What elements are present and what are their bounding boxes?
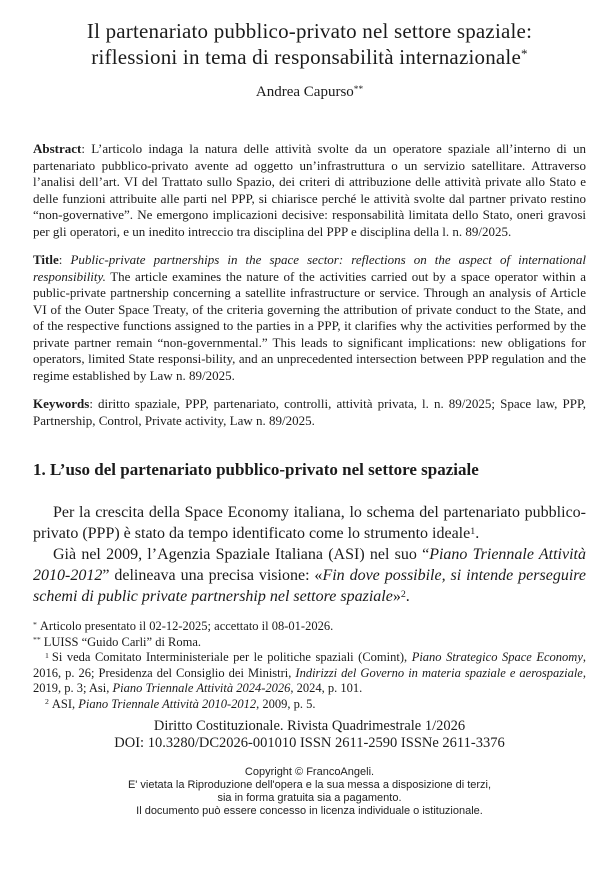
english-title-italic: Public-private partnerships in the space sector: reflections on the aspect of international responsibility. xyxy=(33,252,586,284)
paper-title xyxy=(33,18,586,70)
paragraph1-end: . xyxy=(475,525,480,542)
author-line xyxy=(33,84,586,101)
footnote-2-s1: ASI, xyxy=(51,696,79,711)
keywords-label: Keywords xyxy=(33,396,90,411)
footnote-double-star xyxy=(33,635,586,651)
journal-imprint xyxy=(33,718,586,752)
footnote-2 xyxy=(33,697,586,713)
copyright-line-3: sia in forma gratuita sia a pagamento. xyxy=(217,792,402,804)
footnote-star-marker: * xyxy=(33,619,37,629)
english-abstract-text: The article examines the nature of the activities carried out by a space operator within a public-private partnership concerning a satellite infrastructure or service. Through an analysis of Article VI of the Outer Space Treaty, of the criteria governing the attribution of private conduct to the State, and of the respective functions assigned to the parties in a PPP, it clarifies why the activities performed by the private partner remain “non-governmental.” This leads to significant implications: new obligations for operators, limited State responsi-bility, and an unprecedented intersection between PPP regulation and the regime established by Law n. 89/2025. xyxy=(33,268,586,383)
footnote-star xyxy=(33,619,586,635)
footnote-1 xyxy=(33,650,586,697)
footnote-1-s1: Si veda Comitato Interministeriale per le politiche spaziali (Comint), xyxy=(51,650,412,664)
author-name: Andrea Capurso xyxy=(255,84,354,100)
keywords-colon: : xyxy=(89,396,99,411)
abstract-text: L’articolo indaga la natura delle attività svolte da un operatore spaziale all’interno di un partenariato pubblico-privato avente ad oggetto un’infrastruttura o un servizio satellitare. Attraverso l’analisi dell’art. VI del Trattato sullo Spazio, dei criteri di attribuzione delle attività private allo Stato e delle funzioni attribuite alle parti nel PPP, si chiarisce perché le attività svolte dal partner privato restino “non-governative”. Ne emergono implicazioni decisive: responsabilità limitata dello Stato, oneri gravosi per gli operatori, e un inedito intreccio tra disciplina del PPP e disciplina della l. n. 89/2025. xyxy=(33,141,586,239)
abstract-label: Abstract xyxy=(33,141,82,156)
paper-title-line2-text: riflessioni in tema di responsabilità internazionale xyxy=(91,45,521,69)
keywords-text: diritto spaziale, PPP, partenariato, controlli, attività privata, l. n. 89/2025; Space law, PPP, Partnership, Control, Private activity, Law n. 89/2025. xyxy=(33,396,586,428)
copyright-line-4: Il documento può essere concesso in licenza individuale o istituzionale. xyxy=(136,805,483,817)
journal-title-issue: Diritto Costituzionale. Rivista Quadrimestrale 1/2026 xyxy=(153,718,466,734)
footnote-1-italic-3: Piano Triennale Attività 2024-2026 xyxy=(112,681,291,695)
footnote-double-star-text: LUISS “Guido Carli” di Roma. xyxy=(43,634,202,649)
paper-title-line2 xyxy=(33,44,586,70)
keywords-paragraph xyxy=(33,396,586,429)
author-footnote-marker: ** xyxy=(353,84,364,95)
abstract-colon: : xyxy=(81,141,92,156)
copyright-notice xyxy=(33,766,586,818)
paragraph1-text: Per la crescita della Space Economy italiana, lo schema del partenariato pubblico-privato (PPP) è stato da tempo identificato come lo strumento ideale xyxy=(33,504,586,542)
footnote-star-text: Articolo presentato il 02-12-2025; accettato il 08-01-2026. xyxy=(39,619,334,633)
section1-paragraph1 xyxy=(33,502,586,544)
footnote-2-marker: 2 xyxy=(45,697,49,707)
footnote-1-italic-1: Piano Strategico Space Economy xyxy=(411,650,583,664)
footnote-ref-2: 2 xyxy=(400,588,406,600)
footnote-1-s7: , 2024, p. 101. xyxy=(290,681,363,695)
section1-paragraph2 xyxy=(33,544,586,607)
footnote-1-italic-2: Indirizzi del Governo in materia spaziale e aerospaziale xyxy=(295,665,583,680)
copyright-line-1: Copyright © FrancoAngeli. xyxy=(244,766,375,778)
section1-heading: 1. L’uso del partenariato pubblico-privato nel settore spaziale xyxy=(33,460,479,479)
footnote-1-s3: , 2016, p. 26; Presidenza del Consiglio dei Ministri, xyxy=(33,650,587,680)
copyright-line-2: E' vietata la Riproduzione dell'opera e la sua messa a disposizione di terzi, xyxy=(127,779,492,791)
paragraph2-italic-quote: Fin dove possibile, si intende perseguire schemi di public private partnership nel settore spaziale xyxy=(33,567,586,605)
paragraph2-s1: Già nel 2009, l’Agenzia Spaziale Italiana (ASI) nel suo “ xyxy=(53,546,430,563)
footnote-2-s3: , 2009, p. 5. xyxy=(256,696,316,711)
paper-title-line1: Il partenariato pubblico-privato nel settore spaziale: xyxy=(86,19,533,43)
footnote-2-italic: Piano Triennale Attività 2010-2012 xyxy=(78,696,257,711)
english-title-colon: : xyxy=(58,252,71,267)
paragraph2-s5: » xyxy=(392,588,401,605)
footnote-double-star-marker: ** xyxy=(33,635,41,645)
title-footnote-marker: * xyxy=(520,46,528,62)
footnotes-block xyxy=(33,619,586,712)
english-title-paragraph xyxy=(33,252,586,384)
journal-doi-issn: DOI: 10.3280/DC2026-001010 ISSN 2611-2590 ISSNe 2611-3376 xyxy=(114,735,505,751)
english-title-label: Title xyxy=(33,252,59,267)
footnote-1-s5: , 2019, p. 3; Asi, xyxy=(33,665,586,695)
footnote-1-marker: 1 xyxy=(45,650,49,660)
footnote-ref-1: 1 xyxy=(470,525,476,537)
paragraph2-italic-title: Piano Triennale Attività 2010-2012 xyxy=(33,546,586,584)
paragraph2-end: . xyxy=(405,588,410,605)
paragraph2-s3: ” delineava una precisa visione: « xyxy=(102,567,323,584)
abstract-paragraph xyxy=(33,141,586,240)
